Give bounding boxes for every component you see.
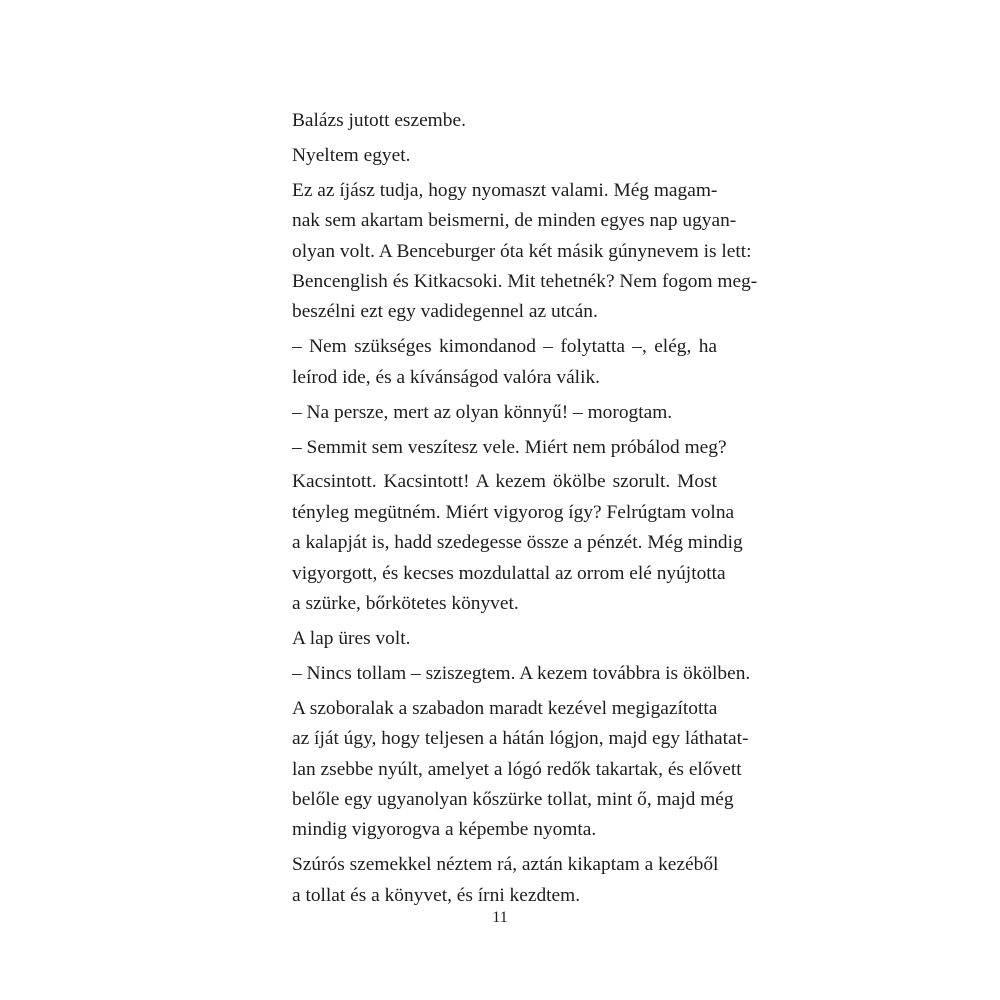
paragraph [270,694,749,846]
text-line: Ez az íjász tudja, hogy nyomaszt valami. Még magam- [292,179,718,201]
paragraph [270,332,717,393]
text-line: – Nem szükséges kimondanod – folytatta –, elég, ha [292,336,717,358]
body-text [270,106,758,911]
text-line: a szürke, bőrkötetes könyvet. [292,593,519,615]
paragraph [270,433,727,463]
text-line: vigyorgott, és kecses mozdulattal az orrom elé nyújtotta [292,562,726,584]
text-line: beszélni ezt egy vadidegennel az utcán. [292,301,598,323]
paragraph [270,141,717,171]
paragraph [270,398,717,428]
paragraph [270,624,717,654]
text-line: leírod ide, és a kívánságod valóra válik. [292,366,600,388]
text-line: belőle egy ugyanolyan kőszürke tollat, mint ő, majd még [292,789,734,811]
text-line: nak sem akartam beismerni, de minden egyes nap ugyan- [292,210,737,232]
text-line: mindig vigyorogva a képembe nyomta. [292,819,597,841]
paragraph [270,659,751,689]
text-line: a tollat és a könyvet, és írni kezdtem. [292,884,581,906]
paragraph [270,106,717,136]
paragraph [270,467,743,619]
text-line: a kalapját is, hadd szedegesse össze a pénzét. Még mindig [292,532,743,554]
text-line: – Nincs tollam – sziszegtem. A kezem továbbra is ökölben. [292,662,751,684]
text-line: – Na persze, mert az olyan könnyű! – morogtam. [292,401,673,423]
paragraph [270,850,717,911]
text-line: – Semmit sem veszítesz vele. Miért nem próbálod meg? [292,436,727,458]
text-line: Szúrós szemekkel néztem rá, aztán kikaptam a kezéből [292,854,719,876]
page-number: 11 [492,909,508,926]
text-line: az íját úgy, hogy teljesen a hátán lógjon, majd egy láthatat- [292,728,749,750]
text-line: olyan volt. A Benceburger óta két másik gúnynevem is lett: [292,240,752,262]
text-line: Balázs jutott eszembe. [292,110,466,131]
text-line: tényleg megütném. Miért vigyorog így? Felrúgtam volna [292,501,735,523]
text-line: Kacsintott. Kacsintott! A kezem ökölbe szorult. Most [292,471,717,493]
text-line: Nyeltem egyet. [292,144,411,166]
text-line: Bencenglish és Kitkacsoki. Mit tehetnék? Nem fogom meg- [292,271,758,293]
paragraph [270,176,758,328]
text-line: lan zsebbe nyúlt, amelyet a lógó redők takartak, és elővett [292,758,742,780]
text-line: A lap üres volt. [292,628,411,649]
text-line: A szoboralak a szabadon maradt kezével megigazította [292,697,718,719]
